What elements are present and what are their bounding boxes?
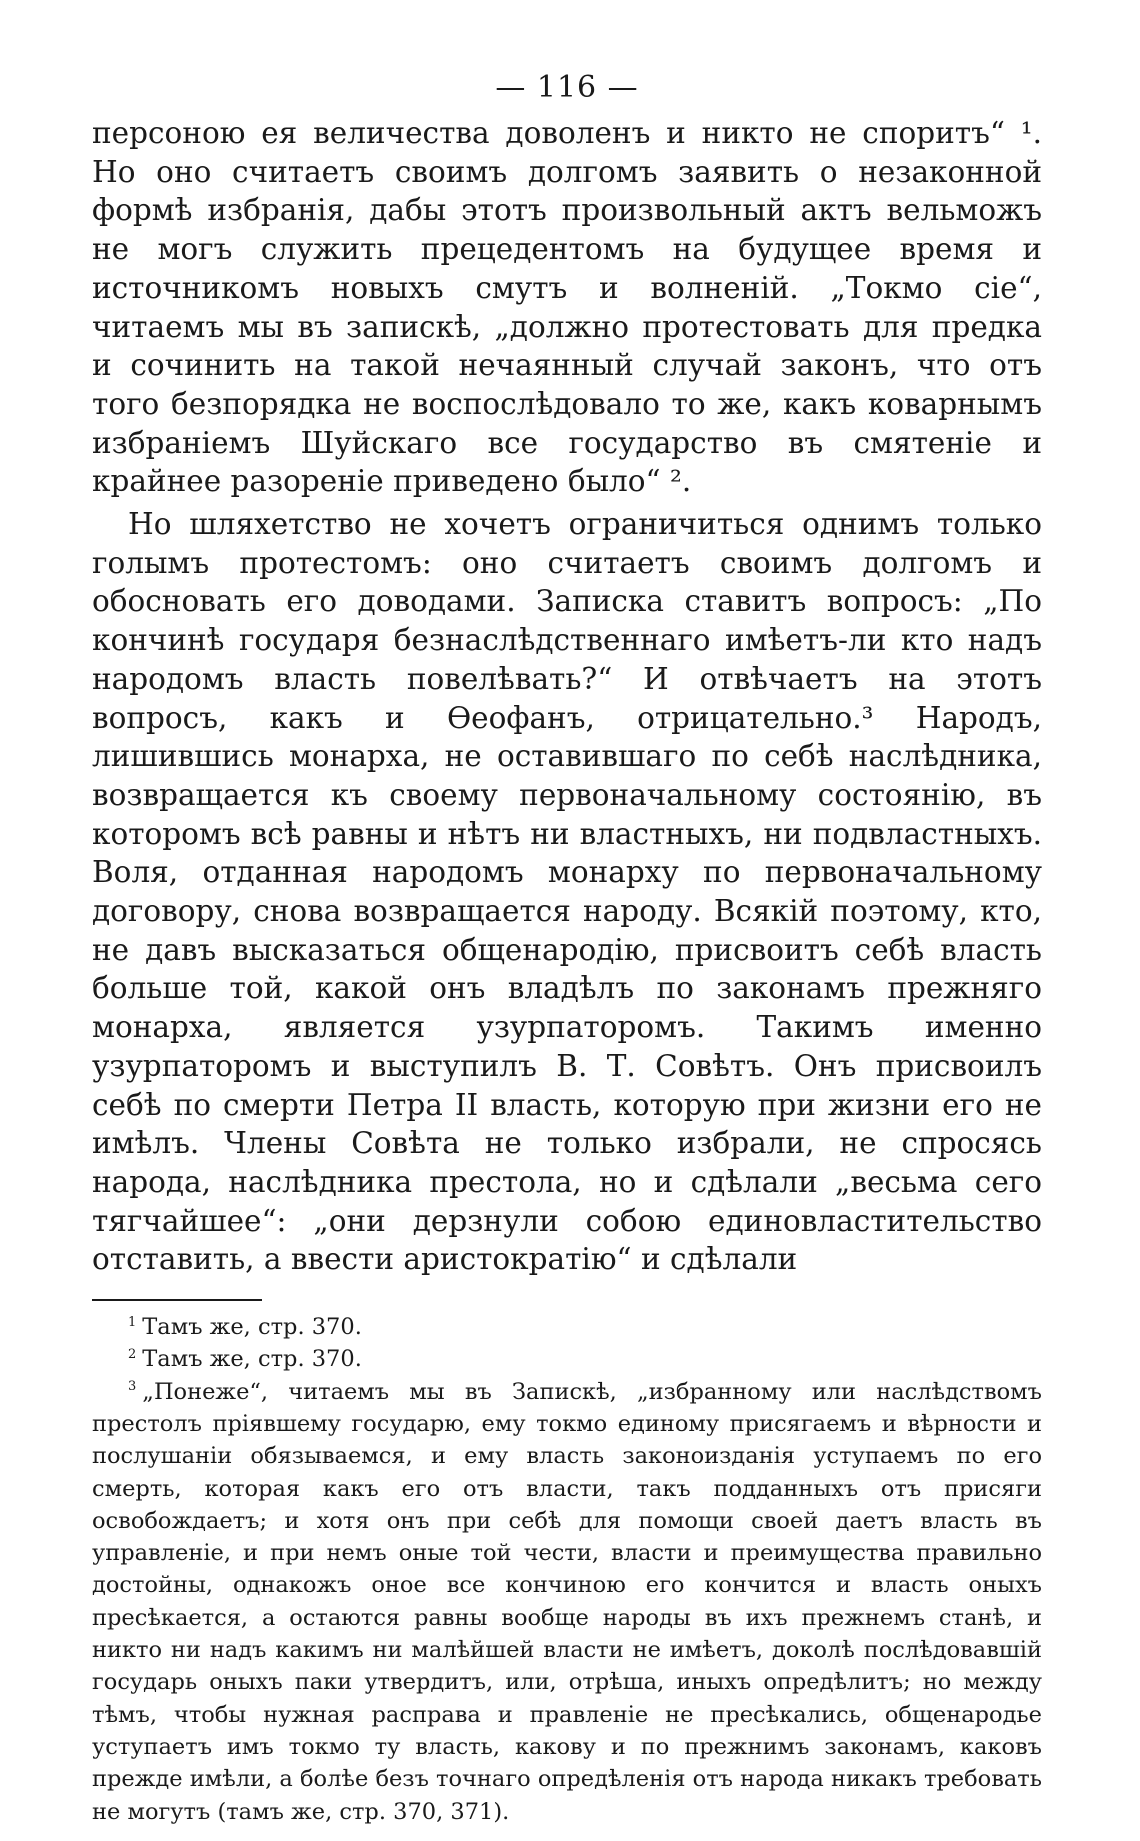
paragraph-2: Но шляхетство не хочетъ ограничиться однимъ только голымъ протестомъ: оно считаетъ своимъ долгомъ и обосновать его доводами. Записка ставитъ вопросъ: „По кончинѣ государя безнаслѣдственнаго имѣетъ-ли кто надъ народомъ власть повелѣвать?“ И отвѣчаетъ на этотъ вопросъ, какъ и Ѳеофанъ, отрицательно.³ Народъ, лишившись монарха, не оставившаго по себѣ наслѣдника, возвращается къ своему первоначальному состоянію, въ которомъ всѣ равны и нѣтъ ни властныхъ, ни подвластныхъ. Воля, отданная народомъ монарху по первоначальному договору, снова возвращается народу. Всякій поэтому, кто, не давъ высказаться общенародію, присвоитъ себѣ власть больше той, какой онъ владѣлъ по законамъ прежняго монарха, является узурпаторомъ. Такимъ именно узурпаторомъ и выступилъ В. Т. Совѣтъ. Онъ присвоилъ себѣ по смерти Петра II власть, которую при жизни его не имѣлъ. Члены Совѣта не только избрали, не спросясь народа, наслѣдника престола, но и сдѣлали „весьма сего тягчайшее“: „они дерзнули собою единовластительство отставить, а ввести аристократію“ и сдѣлали (92, 507, 1042, 1277)
footnote-2 (92, 1343, 1042, 1375)
footnote-divider (92, 1299, 262, 1301)
footnote-3 (92, 1376, 1042, 1828)
footnote-text: Тамъ же, стр. 370. (142, 1346, 362, 1373)
footnote-text: Тамъ же, стр. 370. (142, 1314, 362, 1341)
paragraph-1: персоною ея величества доволенъ и никто не споритъ“ ¹. Но оно считаетъ своимъ долгомъ заявить о незаконной формѣ избранія, дабы этотъ произвольный актъ вельможъ не могъ служить прецедентомъ на будущее время и источникомъ новыхъ смутъ и волненій. „Токмо сіе“, читаемъ мы въ запискѣ, „должно протестовать для предка и сочинить на такой нечаянный случай законъ, что отъ того безпорядка не воспослѣдовало то же, какъ коварнымъ избраніемъ Шуйскаго все государство въ смятеніе и крайнее разореніе приведено было“ ². (92, 116, 1042, 499)
footnote-mark: 2 (128, 1346, 137, 1362)
footnotes (92, 1311, 1042, 1828)
footnote-text: „Понеже“, читаемъ мы въ Запискѣ, „избранному или наслѣдствомъ престолъ пріявшему государю, ему токмо единому присягаемъ и вѣрности и послушаніи обязываемся, и ему власть законоизданія уступаемъ по его смерть, которая какъ его отъ власти, такъ подданныхъ отъ присяги освобождаетъ; и хотя онъ при себѣ для помощи своей даетъ власть въ управленіе, и при немъ оные той чести, власти и преимущества правильно достойны, однакожъ оное все кончиною его кончится и власть оныхъ пресѣкается, а остаются равны вообще народы въ ихъ прежнемъ станѣ, и никто ни надъ какимъ ни малѣйшей власти не имѣетъ, доколѣ послѣдовавшій государь оныхъ паки утвердитъ, или, отрѣша, иныхъ опредѣлитъ; но между тѣмъ, чтобы нужная расправа и правленіе не пресѣкались, общенародье уступаетъ имъ токмо ту власть, какову и по прежнимъ законамъ, каковъ прежде имѣли, а болѣе безъ точнаго опредѣленія отъ народа никакъ требовать не могутъ (тамъ же, стр. 370, 371). (92, 1378, 1042, 1825)
footnote-mark: 1 (128, 1314, 137, 1330)
page-number: — 116 — (495, 70, 639, 105)
footnote-1 (92, 1311, 1042, 1343)
footnote-mark: 3 (128, 1379, 137, 1395)
main-text (92, 114, 1042, 1279)
book-page (92, 68, 1042, 1828)
